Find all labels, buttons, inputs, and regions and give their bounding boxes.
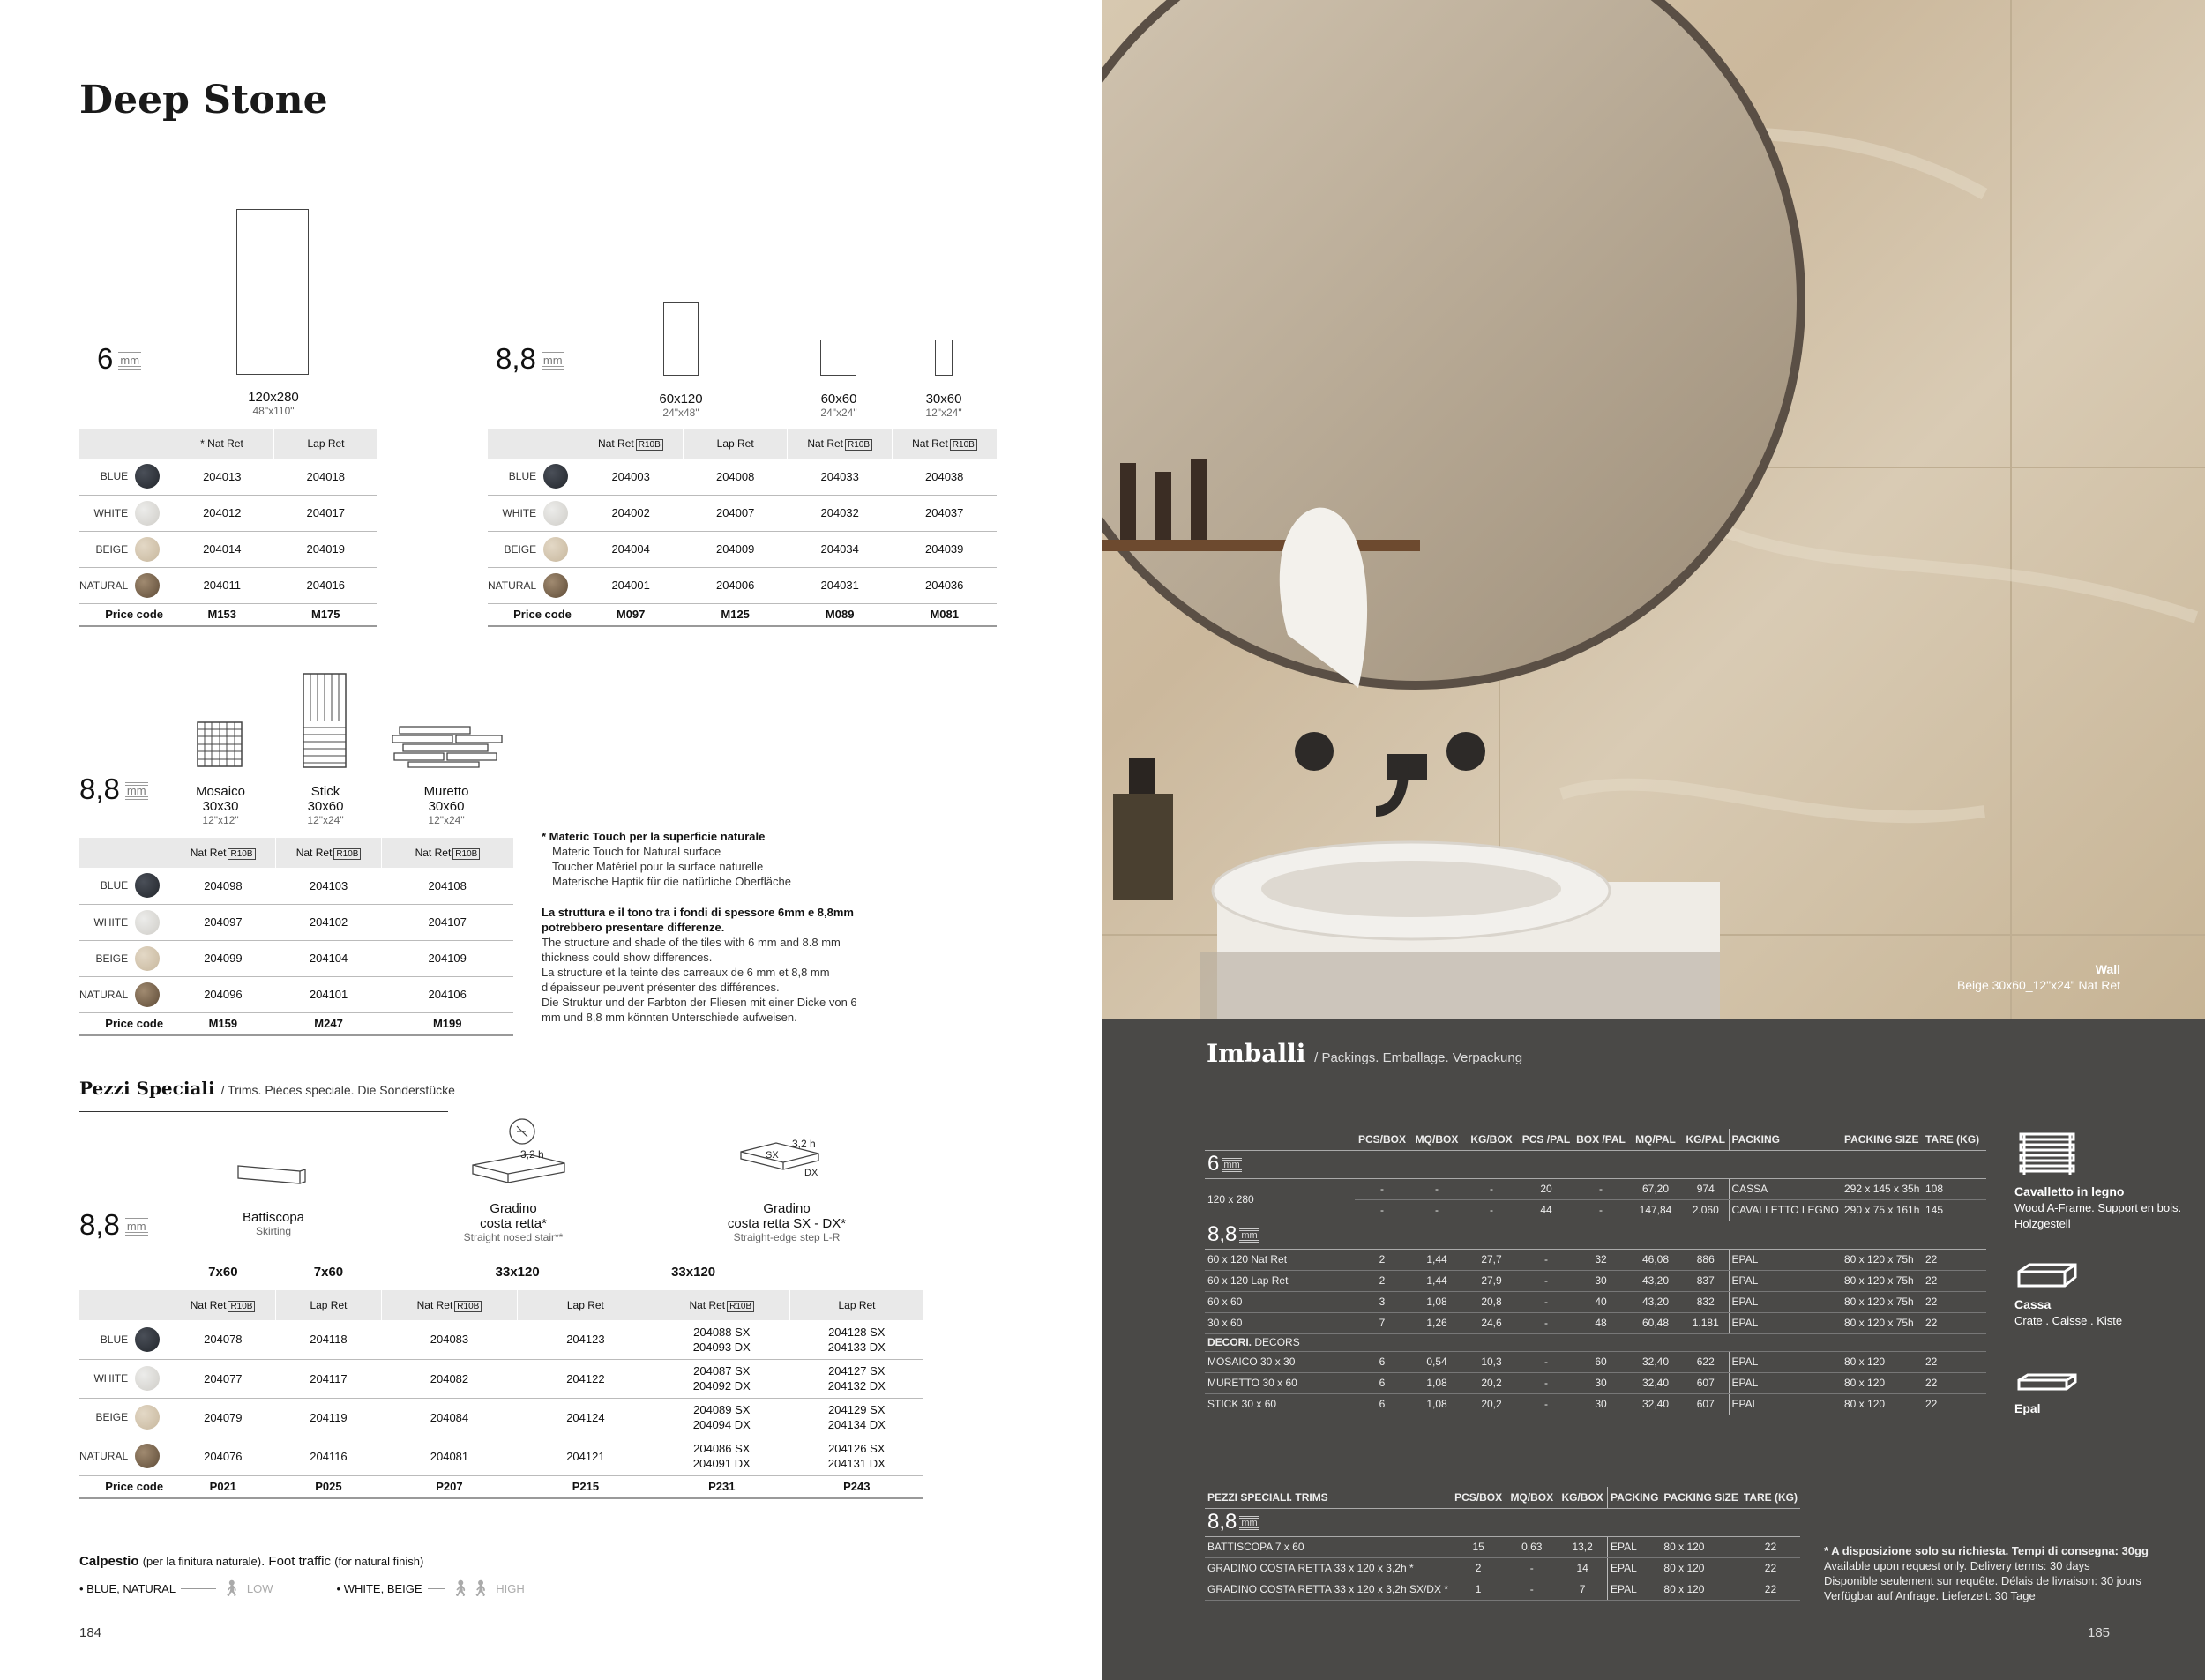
swatch-blue: [135, 873, 160, 898]
page-number-right: 185: [2088, 1625, 2111, 1640]
muretto-icon: [391, 723, 504, 769]
swatch-white: [543, 501, 568, 526]
trim-label: Gradino costa retta SX - DX* Straight-edge step L-R: [727, 1201, 847, 1243]
swatch-beige: [135, 946, 160, 971]
swatch-natural: [543, 573, 568, 598]
tile-shape-60x120: [663, 302, 699, 376]
step-height: 3,2 h: [792, 1138, 816, 1150]
tile-shape-60x60: [820, 340, 856, 376]
swatch-natural: [135, 573, 160, 598]
trim-label: Battiscopa Skirting: [242, 1210, 305, 1237]
crowd-icon: 🚶︎🚶︎: [450, 1579, 491, 1597]
swatch-beige: [135, 537, 160, 562]
skirting-icon: [236, 1162, 307, 1189]
swatch-natural: [135, 1444, 160, 1468]
decor-label: Muretto 30x60 12"x24": [423, 784, 469, 826]
mosaico-icon: [197, 721, 243, 767]
left-page: [0, 0, 1102, 1680]
packings-title: Imballi / Packings. Emballage. Verpackung: [1207, 1039, 1523, 1068]
epal-label: Epal: [2014, 1401, 2041, 1415]
walker-icon: 🚶︎: [221, 1579, 242, 1597]
stair-height: 3,2 h: [520, 1148, 544, 1161]
swatch-beige: [135, 1405, 160, 1430]
swatch-natural: [135, 982, 160, 1007]
tile-shape-30x60: [935, 340, 953, 376]
thickness-88mm-trims: 8,8 mm: [79, 1208, 146, 1241]
size-label: 30x60 12"x24": [925, 392, 962, 419]
sx-label: SX: [766, 1150, 779, 1161]
thickness-6mm: 6 mm: [97, 342, 140, 375]
decor-label: Mosaico 30x30 12"x12": [196, 784, 245, 826]
crate-icon: [2015, 1261, 2079, 1291]
divider: [79, 1111, 448, 1112]
thickness-88mm: 8,8 mm: [496, 342, 563, 375]
aframe-label: Cavalletto in legno Wood A-Frame. Support en bois. Holzgestell: [2014, 1184, 2182, 1230]
swatch-white: [135, 1366, 160, 1391]
bathroom-photo: [1102, 0, 2205, 1019]
surface-note: * Materic Touch per la superficie naturale Materic Touch for Natural surface Toucher Matériel pour la surface naturelle Materische Haptik für die natürliche Oberfläche La struttura e il tono tra i fondi di spessore 6mm e 8,8mm potrebbero presentare differenze. The structure and shade of the tiles with 6 mm and 8.8 mm thickness could show differences. La structure et la teinte des carreaux de 6 mm et 8,8 mm d'épaisseur peuvent présenter des différences. Die Struktur und der Farbton der Fliesen mit einer Dicke von 6 mm und 8,8 mm könnten Unterschiede aufweisen.: [542, 830, 857, 1024]
swatch-white: [135, 910, 160, 935]
packings-table: PCS/BOX MQ/BOX KG/BOX PCS /PAL BOX /PAL MQ/PAL KG/PAL PACKING PACKING SIZE TARE (KG) 6 mm 120 x 280 - - - 20 - 67,20 974 CASSA 292 x 145 x 35h 108 - - - 44 - 147,84 2.060 CAVALLETTO LEGNO 290 x 75 x 161h 145 8,8 mm 60 x 120 Nat Ret 2 1,44 27,7 - 32 46,08 886 EPAL 80 x 120 x 75h 22 60 x 120 Lap Ret 2 1,44 27,9 - 30 43,20 837 EPAL 80 x 120 x 75h 22 60 x 60 3 1,08 20,8 - 40 43,20 832 EPAL 80 x 120 x 75h 22 30 x 60 7 1,26 24,6 - 48 60,48 1.181 EPAL 80 x 120 x 75h 22 DECORI. DECORS MOSAICO 30 x 30 6 0,54 10,3 - 60 32,40 622 EPAL 80 x 120 22 MURETTO 30 x 60 6 1,08 20,2 - 30 32,40 607 EPAL 80 x 120 22 STICK 30 x 60 6 1,08 20,2 - 30 32,40 607 EPAL 80 x 120 22: [1205, 1129, 1986, 1415]
crate-label: Cassa Crate . Caisse . Kiste: [2014, 1297, 2123, 1327]
trims-section-title: Pezzi Speciali / Trims. Pièces speciale. Die Sonderstücke: [79, 1078, 455, 1099]
grid-trims: 7x60 7x60 33x120 33x120 Nat Ret R10B Lap Ret Nat Ret R10B Lap Ret Nat Ret R10B Lap Ret BLUE 204078 204118 204083 204123 204088 SX 204093 DX 204128 SX 204133 DX WHITE 204077 204117 204082 204122 204087 SX 204092 DX 204127 SX 204132 DX BEIGE 204079 204119 204084 204124 204089 SX 204094 DX 204129 SX 204134 DX NATURAL 204076 204116 204081 204121 204086 SX 204091 DX 204126 SX 204131 DX Price code P021 P025 P207 P215 P231 P243: [79, 1254, 923, 1499]
photo-caption: Wall Beige 30x60_12"x24" Nat Ret: [1956, 962, 2120, 992]
epal-icon: [2015, 1371, 2079, 1396]
size-label: 120x280 48"x110": [248, 390, 299, 417]
photo-illustration: [1102, 0, 2205, 1019]
trim-label: Gradino costa retta* Straight nosed stair**: [463, 1201, 564, 1243]
swatch-beige: [543, 537, 568, 562]
page-number-left: 184: [79, 1625, 102, 1640]
stick-icon: [303, 673, 347, 768]
swatch-blue: [543, 464, 568, 489]
swatch-blue: [135, 1327, 160, 1352]
grid-88mm: Nat Ret R10B Lap Ret Nat Ret R10B Nat Ret R10B BLUE 204003 204008 204033 204038 WHITE 204002 204007 204032 204037 BEIGE 204004 204009 204034 204039 NATURAL 204001 204006 204031 204036 Price code M097 M125 M089 M081: [488, 429, 997, 627]
foot-traffic: Calpestio (per la finitura naturale). Foot traffic (for natural finish) • BLUE, NATURAL 🚶︎ LOW • WHITE, BEIGE 🚶︎🚶︎ HIGH: [79, 1554, 525, 1597]
availability-note: * A disposizione solo su richiesta. Tempi di consegna: 30gg Available upon request only. Delivery terms: 30 days Disponible seulement sur requête. Délais de livraison: 30 jours Verfügbar auf Anfrage. Lieferzeit: 30 Tage: [1824, 1544, 2149, 1602]
page-title: Deep Stone: [79, 78, 328, 123]
thickness-88mm-decors: 8,8 mm: [79, 773, 146, 805]
tile-shape-120x280: [236, 209, 309, 375]
size-label: 60x60 24"x24": [820, 392, 857, 419]
wood-aframe-icon: [2015, 1127, 2079, 1180]
size-label: 60x120 24"x48": [659, 392, 703, 419]
decor-label: Stick 30x60 12"x24": [307, 784, 344, 826]
grid-6mm: * Nat Ret Lap Ret BLUE 204013 204018 WHITE 204012 204017 BEIGE 204014 204019 NATURAL 204011 204016 Price code M153 M175: [79, 429, 377, 627]
dx-label: DX: [804, 1168, 818, 1178]
swatch-white: [135, 501, 160, 526]
grid-decors: Nat Ret R10B Nat Ret R10B Nat Ret R10B BLUE 204098 204103 204108 WHITE 204097 204102 204107 BEIGE 204099 204104 204109 NATURAL 204096 204101 204106 Price code M159 M247 M199: [79, 838, 513, 1036]
swatch-blue: [135, 464, 160, 489]
trims-packing-table: PEZZI SPECIALI. TRIMS PCS/BOX MQ/BOX KG/BOX PACKING PACKING SIZE TARE (KG) 8,8 mm BATTISCOPA 7 x 60 15 0,63 13,2 EPAL 80 x 120 22 GRADINO COSTA RETTA 33 x 120 x 3,2h * 2 - 14 EPAL 80 x 120 22 GRADINO COSTA RETTA 33 x 120 x 3,2h SX/DX * 1 - 7 EPAL 80 x 120 22: [1205, 1487, 1800, 1601]
